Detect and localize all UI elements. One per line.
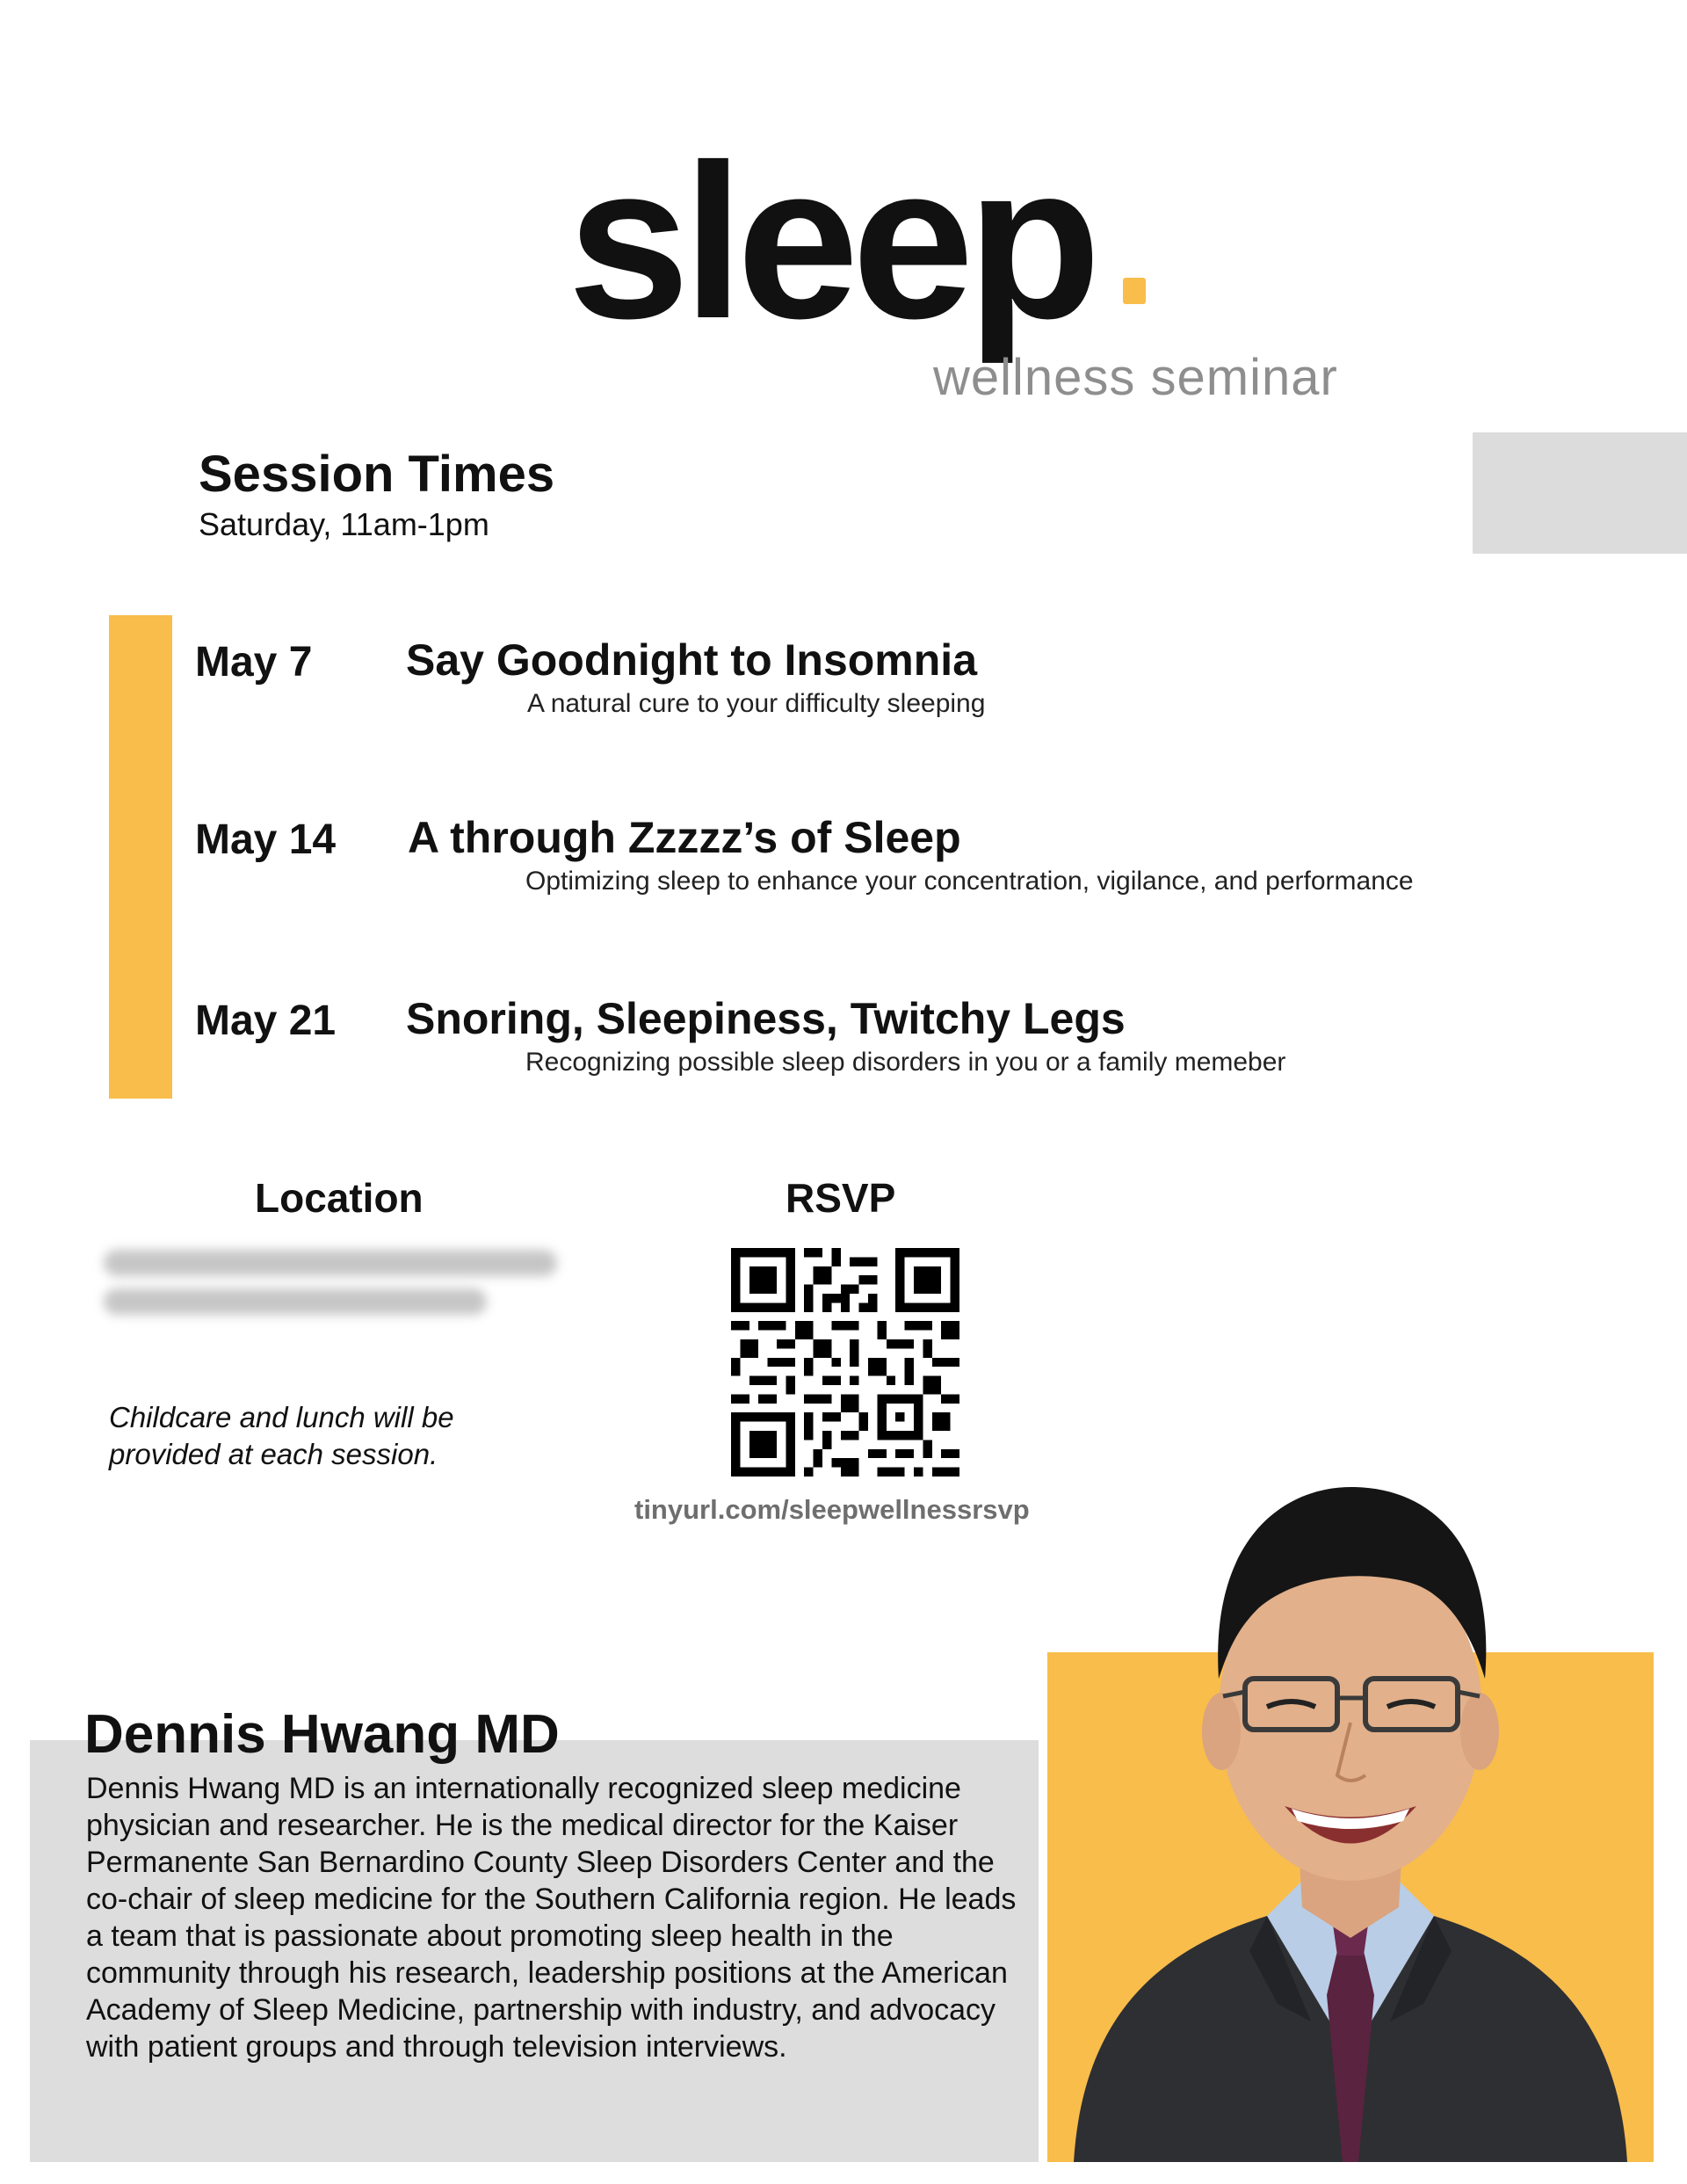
session-title: Snoring, Sleepiness, Twitchy Legs <box>406 994 1126 1043</box>
logo-dot <box>1123 278 1146 304</box>
seminar-subtitle: wellness seminar <box>933 349 1338 406</box>
session-description: Optimizing sleep to enhance your concentration, vigilance, and performance <box>525 867 1414 896</box>
session-title: A through Zzzzz’s of Sleep <box>408 813 961 862</box>
logo-text: sleep <box>568 119 1095 364</box>
rsvp-link[interactable]: tinyurl.com/sleepwellnessrsvp <box>634 1494 1030 1525</box>
session-date: May 14 <box>195 816 337 863</box>
session-date: May 7 <box>195 639 313 686</box>
session-schedule: Saturday, 11am-1pm <box>199 506 489 542</box>
session-description: A natural cure to your difficulty sleeping <box>527 689 986 718</box>
rsvp-qr-code[interactable] <box>731 1248 959 1477</box>
speaker-portrait-image <box>1047 1389 1654 2162</box>
decorative-gray-block <box>1473 432 1687 554</box>
location-address-line-blurred <box>104 1250 557 1276</box>
childcare-note: Childcare and lunch will be provided at each session. <box>109 1401 454 1470</box>
rsvp-heading: RSVP <box>786 1175 896 1221</box>
session-times-heading: Session Times <box>199 446 555 503</box>
accent-bar <box>109 615 172 1099</box>
session-description: Recognizing possible sleep disorders in you or a family memeber <box>525 1048 1286 1077</box>
location-heading: Location <box>255 1175 424 1221</box>
session-title: Say Goodnight to Insomnia <box>406 635 977 685</box>
speaker-name: Dennis Hwang MD <box>84 1704 560 1765</box>
location-address-line-blurred <box>104 1288 487 1315</box>
speaker-bio: Dennis Hwang MD is an internationally recognized sleep medicine physician and researcher. He is the medical director for the Kaiser Permanente San Bernardino County Sleep Disorders Center and the co-chair of sleep medicine for the Southern California region. He leads a team that is passionate about promoting sleep health in the community through his research, leadership positions at the American Academy of Sleep Medicine, partnership with industry, and advocacy with patient groups and through television interviews. <box>86 1772 1017 2064</box>
session-date: May 21 <box>195 998 337 1044</box>
